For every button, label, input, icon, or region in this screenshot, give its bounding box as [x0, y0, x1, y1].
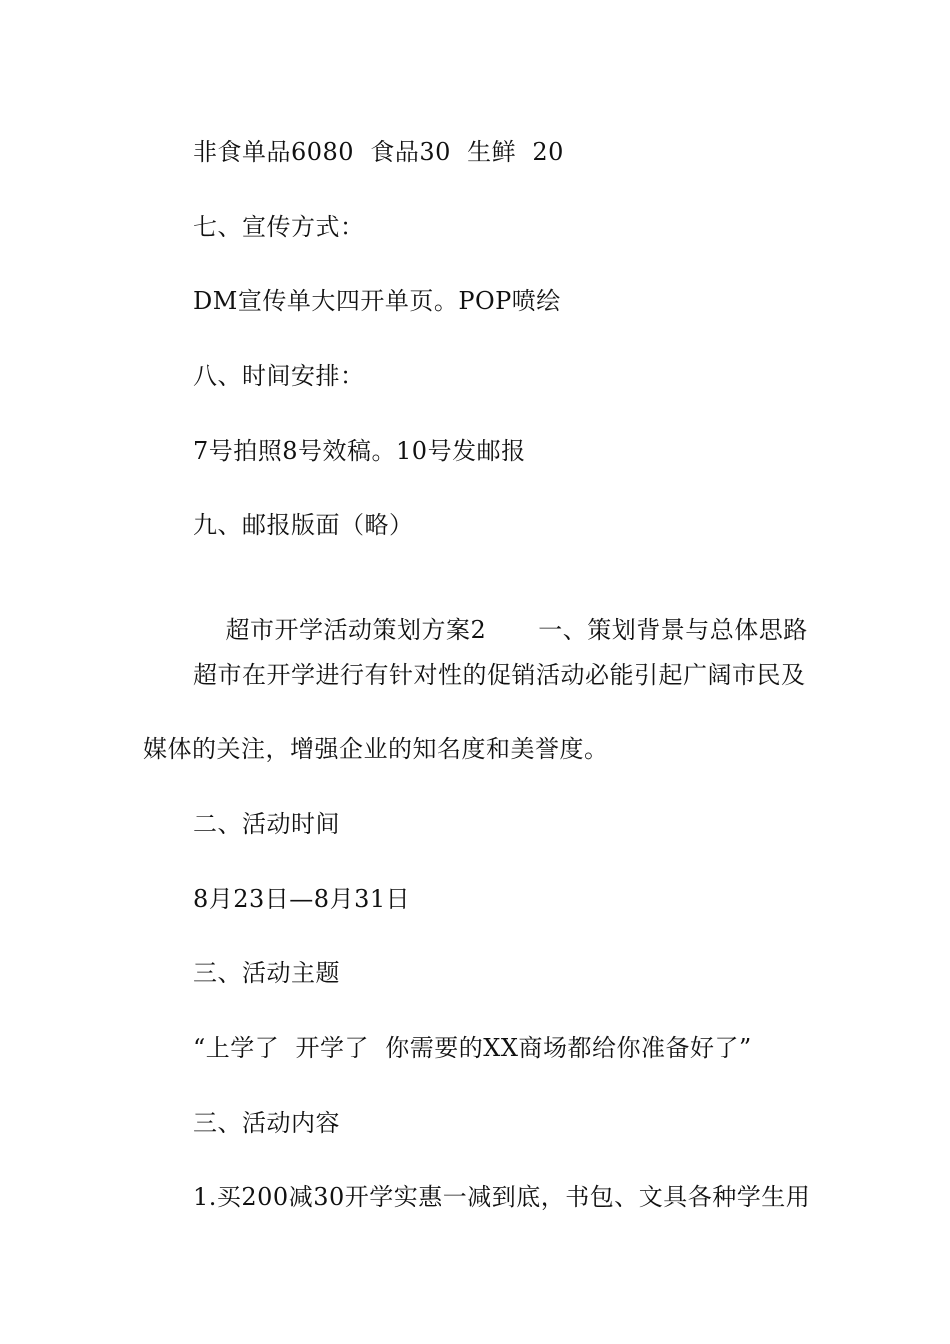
background-paragraph-line2: 媒体的关注，增强企业的知名度和美誉度。 — [143, 735, 609, 763]
activity-theme-text: “上学了 开学了 你需要的XX商场都给你准备好了” — [193, 1034, 752, 1062]
section-heading-schedule: 八、时间安排： — [193, 362, 365, 390]
category-ratio-line: 非食单品6080 食品30 生鲜 20 — [193, 138, 564, 166]
background-paragraph-line1: 超市在开学进行有针对性的促销活动必能引起广阔市民及 — [193, 661, 806, 689]
activity-time-text: 8月23日—8月31日 — [193, 885, 411, 913]
section-heading-activity-content: 三、活动内容 — [193, 1109, 340, 1137]
activity-content-item1: 1.买200减30开学实惠一减到底，书包、文具各种学生用 — [193, 1183, 811, 1211]
section-heading-activity-time: 二、活动时间 — [193, 810, 340, 838]
section-heading-promotion-method: 七、宣传方式： — [193, 213, 365, 241]
section-heading-activity-theme: 三、活动主题 — [193, 959, 340, 987]
plan2-section1-heading: 一、策划背景与总体思路 — [538, 616, 808, 644]
schedule-text: 7号拍照8号效稿。10号发邮报 — [193, 437, 526, 465]
promotion-method-text: DM宣传单大四开单页。POP喷绘 — [193, 287, 561, 315]
plan2-title: 超市开学活动策划方案2 — [225, 616, 487, 644]
section-heading-mailer-layout: 九、邮报版面（略） — [193, 511, 414, 539]
